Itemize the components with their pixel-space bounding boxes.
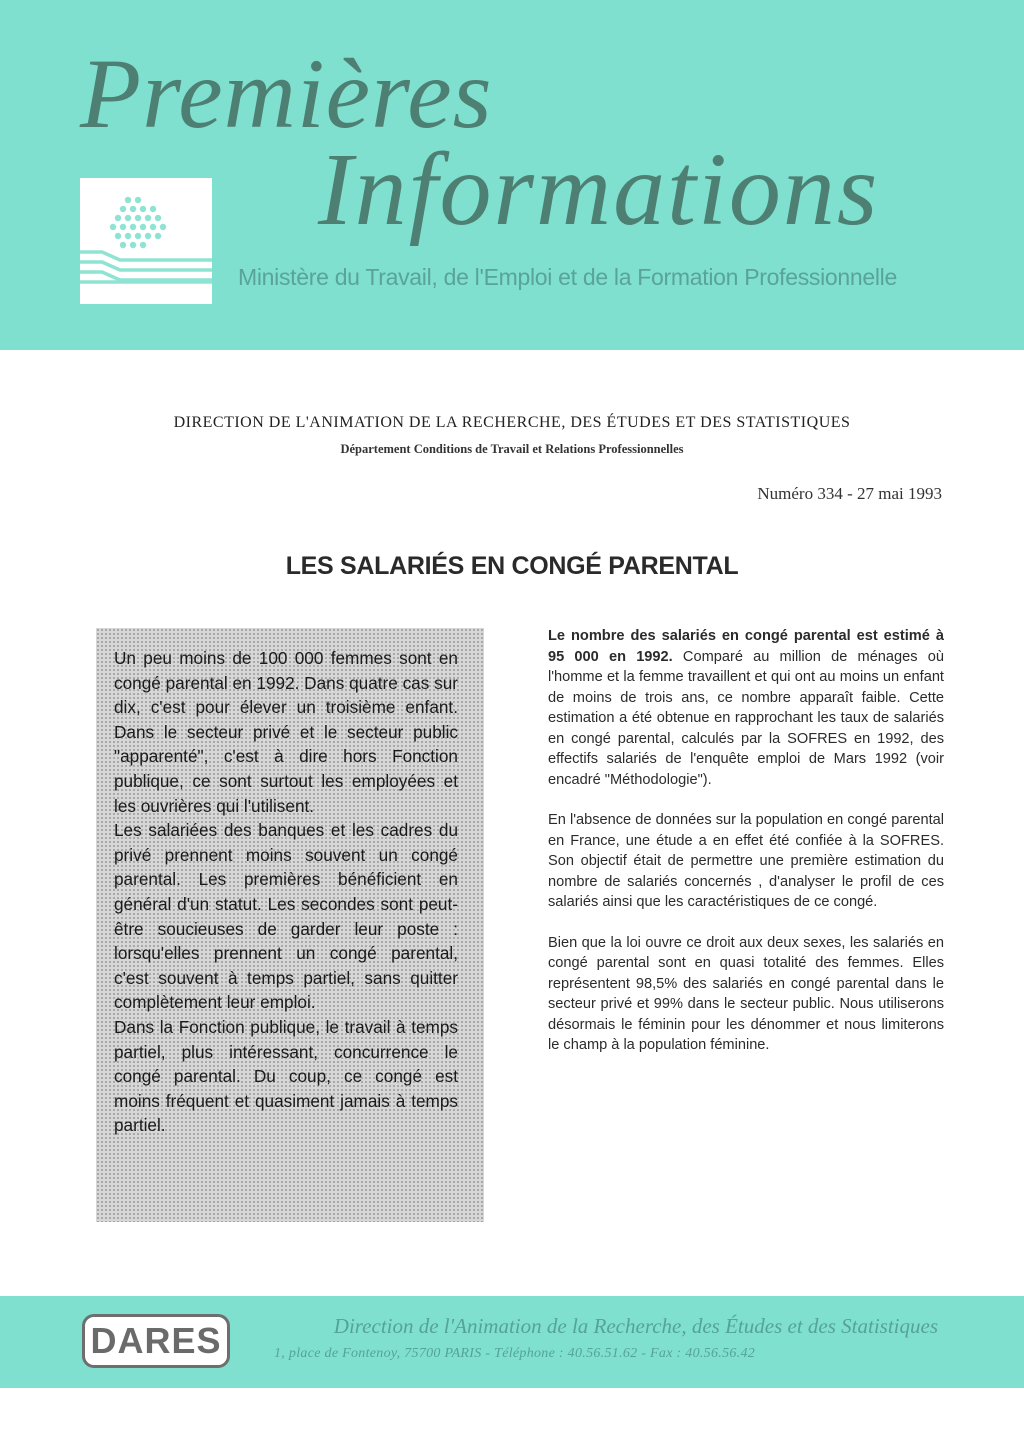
issue-number-date: Numéro 334 - 27 mai 1993 [757,484,942,503]
body-paragraph-3: Bien que la loi ouvre ce droit aux deux sexes, les salariés en congé parental sont en quasi totalité des femmes. Elles représentent 98,5% des salariés en congé parental dans le secteur privé et 99% dans le secteur public. Nous utiliserons désormais le féminin pour les dénommer et nous limiterons le champ à la population féminine. [548,934,944,1053]
footer-band [0,1296,1024,1388]
summary-paragraph: Un peu moins de 100 000 femmes sont en congé parental en 1992. Dans quatre cas sur dix, c'est pour élever un troisième enfant. Dans le secteur privé et le secteur public "apparenté", c'est à dire hors Fonction publique, ce sont surtout les employées et les ouvrières qui l'utilisent. [114,648,458,816]
lattice-logo-icon [80,178,212,304]
article-body [548,626,944,1076]
header-band [0,0,1024,350]
publication-title-line-1: Premières [80,38,493,149]
summary-paragraph: Les salariées des banques et les cadres du privé prennent moins souvent un congé parental. Les premières bénéficient en général d'un statut. Les secondes sont peut-être soucieuses de garder leur poste : lorsqu'elles prennent un congé parental, c'est souvent à temps partiel, sans quitter complètement leur emploi. [114,820,458,1013]
body-paragraph-1 [548,626,944,790]
summary-box [96,628,484,1222]
footer-direction: Direction de l'Animation de la Recherche, des Études et des Statistiques [333,1314,938,1338]
department-subheading: Département Conditions de Travail et Relations Professionnelles [340,442,684,456]
body-paragraph-2: En l'absence de données sur la population en congé parental en France, une étude a en effet été confiée à la SOFRES. Son objectif était de permettre une première estimation du nombre de salariés concernés , d'analyser le profil de ces salariés ainsi que les caractéristiques de ce congé. [548,812,944,910]
body-lead-bold: Le nombre des salariés en congé parental est estimé à 95 000 en 1992. [548,628,944,665]
summary-paragraph: Dans la Fonction publique, le travail à temps partiel, plus intéressant, concurrence le congé parental. Du coup, ce congé est moins fréquent et quasiment jamais à temps partiel. [114,1016,458,1136]
summary-text [114,646,458,1138]
publication-title-line-2: Informations [318,132,880,247]
ministry-name: Ministère du Travail, de l'Emploi et de la Formation Professionnelle [238,264,897,290]
article-headline: LES SALARIÉS EN CONGÉ PARENTAL [285,552,739,580]
direction-heading: DIRECTION DE L'ANIMATION DE LA RECHERCHE, DES ÉTUDES ET DES STATISTIQUES [173,414,851,431]
body-lead-rest: Comparé au million de ménages où l'homme et la femme travaillent et qui ont au moins un enfant de moins de trois ans, ce nombre apparaît faible. Cette estimation a été obtenue en rapprochant les taux de salariés en congé parental, calculés par la SOFRES en 1992, des effectifs salariés de l'enquête emploi de Mars 1992 (voir encadré "Méthodologie"). [548,648,944,788]
footer-address: 1, place de Fontenoy, 75700 PARIS - Téléphone : 40.56.51.62 - Fax : 40.56.56.42 [274,1346,756,1361]
ministry-logo [80,178,212,304]
dares-logo: DARES [82,1314,230,1368]
